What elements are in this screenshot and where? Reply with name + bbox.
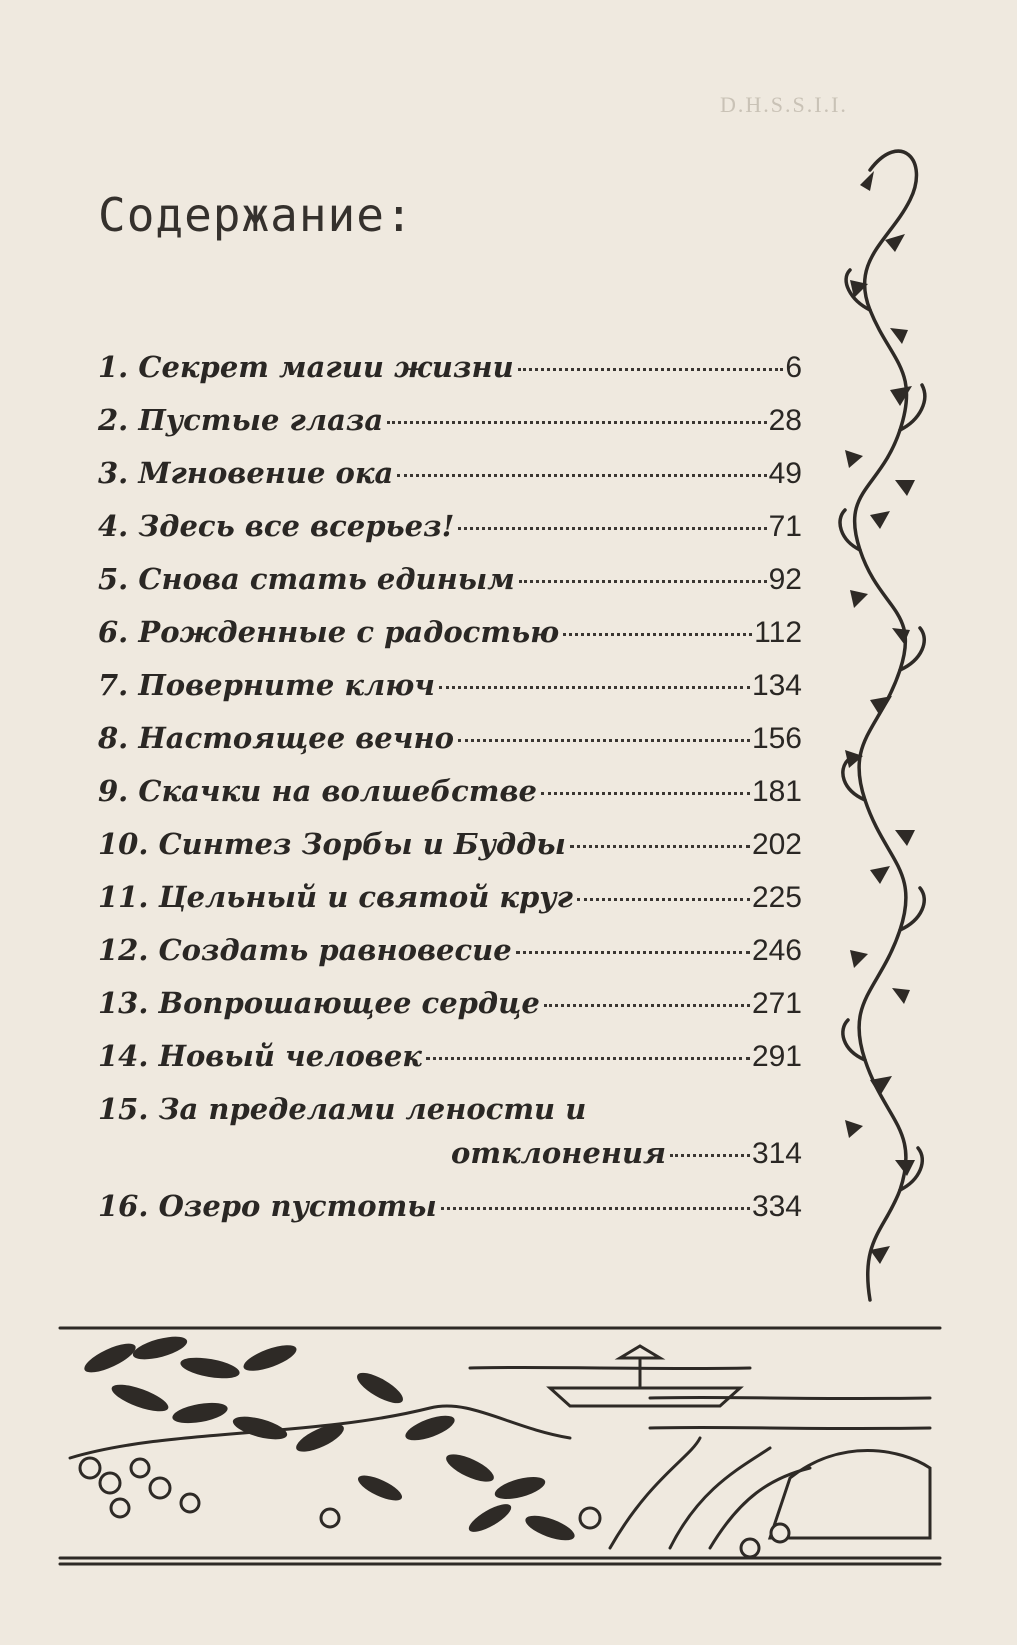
toc-number: 12. xyxy=(98,933,149,967)
table-of-contents xyxy=(98,350,802,1242)
toc-leader xyxy=(518,368,784,371)
toc-entry-15 xyxy=(98,1092,802,1136)
toc-title: Цельный и святой круг xyxy=(158,880,573,914)
toc-entry-11 xyxy=(98,880,802,933)
toc-title: Пустые глаза xyxy=(138,403,384,437)
toc-title: Мгновение ока xyxy=(138,456,394,490)
toc-entry-3 xyxy=(98,456,802,509)
toc-leader xyxy=(387,421,766,424)
toc-page: 334 xyxy=(751,1190,802,1223)
toc-title: Поверните ключ xyxy=(138,668,435,702)
toc-page: 112 xyxy=(754,616,802,649)
toc-leader xyxy=(563,633,752,636)
toc-leader xyxy=(441,1207,750,1210)
toc-number: 2. xyxy=(98,403,129,437)
vine-border-icon xyxy=(830,130,940,1320)
toc-title: Настоящее вечно xyxy=(138,721,454,755)
toc-page: 202 xyxy=(751,828,802,861)
toc-leader xyxy=(570,845,750,848)
toc-entry-6 xyxy=(98,615,802,668)
toc-page: 225 xyxy=(751,881,802,914)
faded-header-mark: D.H.S.S.I.I. xyxy=(720,92,848,117)
toc-title: Рожденные с радостью xyxy=(138,615,560,649)
toc-page: 49 xyxy=(768,457,802,490)
toc-page: 28 xyxy=(768,404,802,437)
toc-title-continued: отклонения xyxy=(451,1136,667,1170)
toc-number: 7. xyxy=(98,668,129,702)
toc-entry-15-continued xyxy=(98,1136,802,1189)
toc-page: 181 xyxy=(751,775,802,808)
page-title: Содержание: xyxy=(98,188,414,242)
toc-leader xyxy=(670,1154,750,1157)
toc-entry-8 xyxy=(98,721,802,774)
toc-entry-5 xyxy=(98,562,802,615)
toc-title: Вопрошающее сердце xyxy=(158,986,540,1020)
toc-entry-7 xyxy=(98,668,802,721)
toc-number: 8. xyxy=(98,721,129,755)
toc-page: 92 xyxy=(768,563,802,596)
toc-entry-10 xyxy=(98,827,802,880)
toc-number: 16. xyxy=(98,1189,149,1223)
toc-entry-12 xyxy=(98,933,802,986)
toc-entry-14 xyxy=(98,1039,802,1092)
toc-number: 10. xyxy=(98,827,149,861)
toc-number: 14. xyxy=(98,1039,149,1073)
toc-title: Снова стать единым xyxy=(138,562,515,596)
landscape-boat-icon xyxy=(50,1318,950,1578)
toc-entry-9 xyxy=(98,774,802,827)
toc-number: 6. xyxy=(98,615,129,649)
toc-leader xyxy=(519,580,767,583)
toc-title: Новый человек xyxy=(158,1039,422,1073)
toc-page: 6 xyxy=(785,351,802,384)
toc-page: 291 xyxy=(751,1040,802,1073)
toc-number: 1. xyxy=(98,350,129,384)
toc-title: Создать равновесие xyxy=(158,933,512,967)
toc-page: 314 xyxy=(751,1137,802,1170)
toc-number: 15. xyxy=(98,1092,149,1126)
toc-title: Озеро пустоты xyxy=(158,1189,437,1223)
toc-entry-2 xyxy=(98,403,802,456)
toc-leader xyxy=(458,527,766,530)
toc-leader xyxy=(426,1057,750,1060)
toc-page: 156 xyxy=(751,722,802,755)
toc-leader xyxy=(439,686,750,689)
toc-entry-13 xyxy=(98,986,802,1039)
toc-number: 9. xyxy=(98,774,129,808)
toc-title: Синтез Зорбы и Будды xyxy=(158,827,566,861)
toc-entry-1 xyxy=(98,350,802,403)
toc-leader xyxy=(544,1004,750,1007)
toc-leader xyxy=(397,474,766,477)
toc-entry-4 xyxy=(98,509,802,562)
toc-entry-16 xyxy=(98,1189,802,1242)
toc-title: Здесь все всерьез! xyxy=(138,509,455,543)
toc-number: 13. xyxy=(98,986,149,1020)
toc-title: За пределами лености и xyxy=(158,1092,587,1126)
toc-leader xyxy=(577,898,750,901)
toc-leader xyxy=(541,792,750,795)
toc-number: 4. xyxy=(98,509,129,543)
toc-page: 134 xyxy=(751,669,802,702)
toc-number: 11. xyxy=(98,880,149,914)
toc-leader xyxy=(458,739,750,742)
toc-number: 3. xyxy=(98,456,129,490)
toc-page: 71 xyxy=(768,510,802,543)
toc-page: 246 xyxy=(751,934,802,967)
toc-leader xyxy=(516,951,750,954)
toc-title: Скачки на волшебстве xyxy=(138,774,537,808)
toc-number: 5. xyxy=(98,562,129,596)
toc-title: Секрет магии жизни xyxy=(138,350,514,384)
toc-page: 271 xyxy=(751,987,802,1020)
